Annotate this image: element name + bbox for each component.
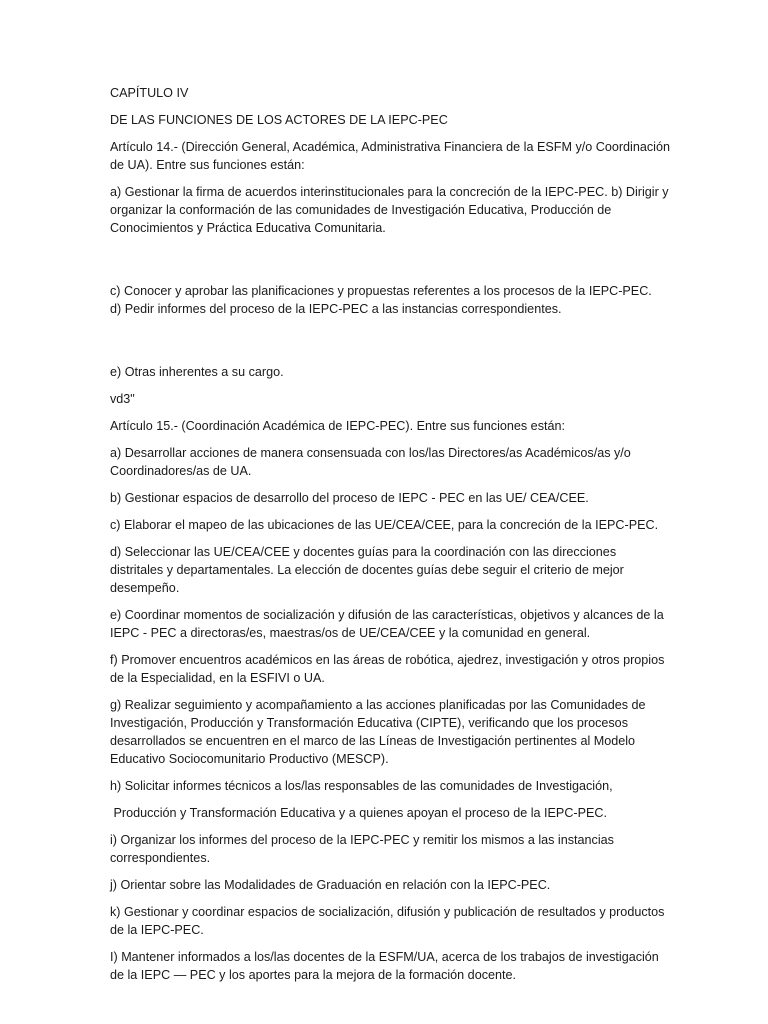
article-14-heading: Artículo 14.- (Dirección General, Académica, Administrativa Financiera de la ESFM y/o Coordinación de UA). Entre sus funciones están:	[110, 140, 674, 172]
article-15-item-i: i) Organizar los informes del proceso de la IEPC-PEC y remitir los mismos a las instancias correspondientes.	[110, 833, 618, 865]
article-15-item-g: g) Realizar seguimiento y acompañamiento a las acciones planificadas por las Comunidades de Investigación, Producción y Transformación Educativa (CIPTE), verificando que los procesos desarrollados se encuentren en el marco de las Líneas de Investigación pertinentes al Modelo Educativo Sociocomunitario Productivo (MESCP).	[110, 698, 650, 766]
chapter-title: DE LAS FUNCIONES DE LOS ACTORES DE LA IEPC-PEC	[110, 113, 448, 127]
article-15-item-b: b) Gestionar espacios de desarrollo del proceso de IEPC - PEC en las UE/ CEA/CEE.	[110, 491, 589, 505]
article-15-item-h-line2: Producción y Transformación Educativa y a quienes apoyan el proceso de la IEPC-PEC.	[110, 806, 608, 820]
article-15-item-h-line1: h) Solicitar informes técnicos a los/las responsables de las comunidades de Investigación,	[110, 779, 613, 793]
chapter-number: CAPÍTULO IV	[110, 86, 189, 100]
article-14-item-d: d) Pedir informes del proceso de la IEPC-PEC a las instancias correspondientes.	[110, 302, 562, 316]
article-15-item-f: f) Promover encuentros académicos en las áreas de robótica, ajedrez, investigación y otros propios de la Especialidad, en la ESFIVI o UA.	[110, 653, 668, 685]
article-14-item-a-b: a) Gestionar la firma de acuerdos interinstitucionales para la concreción de la IEPC-PEC. b) Dirigir y organizar la conformación de las comunidades de Investigación Educativa, Producción de Conocimientos y Práctica Educativa Comunitaria.	[110, 185, 673, 235]
article-14-item-c-d	[110, 246, 670, 354]
article-15-item-j: j) Orientar sobre las Modalidades de Graduación en relación con la IEPC-PEC.	[110, 878, 551, 892]
article-15-item-c: c) Elaborar el mapeo de las ubicaciones de las UE/CEA/CEE, para la concreción de la IEPC-PEC.	[110, 518, 659, 532]
article-14-item-c: c) Conocer y aprobar las planificaciones y propuestas referentes a los procesos de la IEPC-PEC.	[110, 284, 652, 298]
document-body	[110, 84, 674, 993]
article-14-item-e: e) Otras inherentes a su cargo.	[110, 365, 284, 379]
article-15-item-a: a) Desarrollar acciones de manera consensuada con los/las Directores/as Académicos/as y/o Coordinadores/as de UA.	[110, 446, 635, 478]
article-15-item-d: d) Seleccionar las UE/CEA/CEE y docentes guías para la coordinación con las direcciones distritales y departamentales. La elección de docentes guías debe seguir el criterio de mejor desempeño.	[110, 545, 628, 595]
article-15-item-l: I) Mantener informados a los/las docentes de la ESFM/UA, acerca de los trabajos de investigación de la IEPC — PEC y los aportes para la mejora de la formación docente.	[110, 950, 663, 982]
article-15-item-e: e) Coordinar momentos de socialización y difusión de las características, objetivos y alcances de la IEPC - PEC a directoras/es, maestras/os de UE/CEA/CEE y la comunidad en general.	[110, 608, 668, 640]
article-15-item-k: k) Gestionar y coordinar espacios de socialización, difusión y publicación de resultados y productos de la IEPC-PEC.	[110, 905, 668, 937]
stray-text: vd3"	[110, 392, 135, 406]
article-15-heading: Artículo 15.- (Coordinación Académica de IEPC-PEC). Entre sus funciones están:	[110, 419, 565, 433]
